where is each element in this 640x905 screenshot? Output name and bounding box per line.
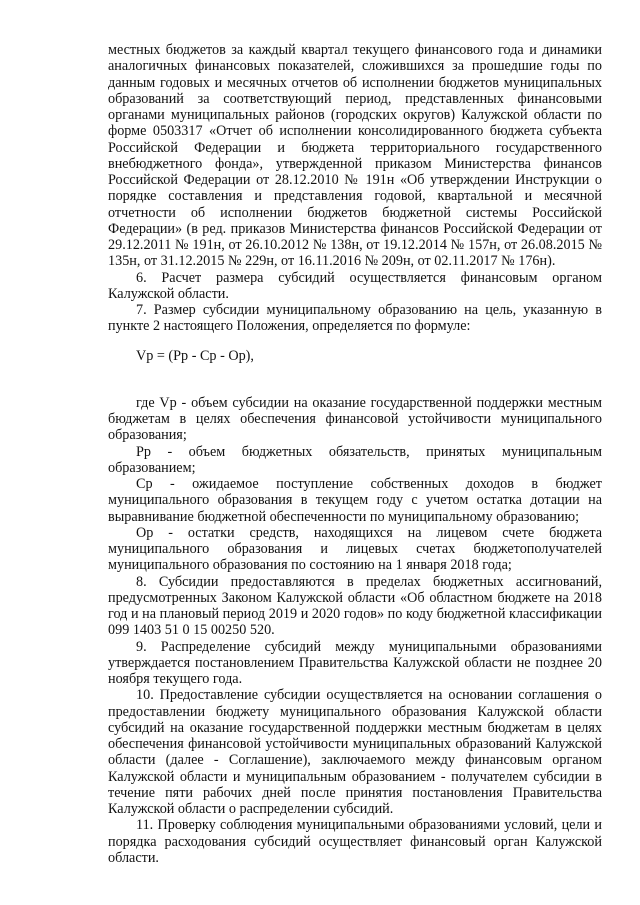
subsidy-formula: Vр = (Рр - Ср - Ор), <box>136 347 254 364</box>
paragraph-7: 7. Размер субсидии муниципальному образованию на цель, указанную в пункте 2 настоящего Положения, определяется по формуле: <box>108 302 602 335</box>
paragraph-10: 10. Предоставление субсидии осуществляется на основании соглашения о предоставлении бюджету муниципального образования Калужской области субсидий на оказание государственной поддержки местным бюджетам в целях обеспечения финансовой устойчивости муниципальных образований Калужской области (далее - Соглашение), заключаемого между финансовым органом Калужской области и муниципальным образованием - получателем субсидии в течение пяти рабочих дней после принятия постановления Правительства Калужской области о распределении субсидий. <box>108 687 602 817</box>
definition-sp: Ср - ожидаемое поступление собственных доходов в бюджет муниципального образования в текущем году с учетом остатка дотации на выравнивание бюджетной обеспеченности по муниципальному образованию; <box>108 476 602 525</box>
paragraph-9: 9. Распределение субсидий между муниципальными образованиями утверждается постановлением Правительства Калужской области не позднее 20 ноября текущего года. <box>108 638 602 687</box>
paragraph-6: 6. Расчет размера субсидий осуществляется финансовым органом Калужской области. <box>108 269 602 302</box>
definition-vp: где Vр - объем субсидии на оказание государственной поддержки местным бюджетам в целях обеспечения финансовой устойчивости муниципального образования; <box>108 394 602 444</box>
definition-op: Ор - остатки средств, находящихся на лицевом счете бюджета муниципального образования и лицевых счетах бюджетополучателей муниципального образования по состоянию на 1 января 2018 года; <box>108 524 602 574</box>
paragraph-11: 11. Проверку соблюдения муниципальными образованиями условий, цели и порядка расходования субсидий осуществляет финансовый орган Калужской области. <box>108 817 602 866</box>
document-body <box>108 42 602 866</box>
paragraph-8: 8. Субсидии предоставляются в пределах бюджетных ассигнований, предусмотренных Законом Калужской области «Об областном бюджете на 2018 год и на плановый период 2019 и 2020 годов» по коду бюджетной классификации 099 1403 51 0 15 00250 520. <box>108 573 602 639</box>
definition-rp: Рр - объем бюджетных обязательств, принятых муниципальным образованием; <box>108 443 602 476</box>
paragraph-continuation: местных бюджетов за каждый квартал текущего финансового года и динамики аналогичных финансовых показателей, сложившихся за прошедшие годы по данным годовых и месячных отчетов об исполнении бюджетов муниципальных образований за соответствующий период, представленных финансовыми органами муниципальных районов (городских округов) Калужской области по форме 0503317 «Отчет об исполнении консолидированного бюджета субъекта Российской Федерации и бюджета территориального государственного внебюджетного фонда», утвержденной приказом Министерства финансов Российской Федерации от 28.12.2010 № 191н «Об утверждении Инструкции о порядке составления и представления годовой, квартальной и месячной отчетности об исполнении бюджетов бюджетной системы Российской Федерации» (в ред. приказов Министерства финансов Российской Федерации от 29.12.2011 № 191н, от 26.10.2012 № 138н, от 19.12.2014 № 157н, от 26.08.2015 № 135н, от 31.12.2015 № 229н, от 16.11.2016 № 209н, от 02.11.2017 № 176н). <box>108 42 602 270</box>
